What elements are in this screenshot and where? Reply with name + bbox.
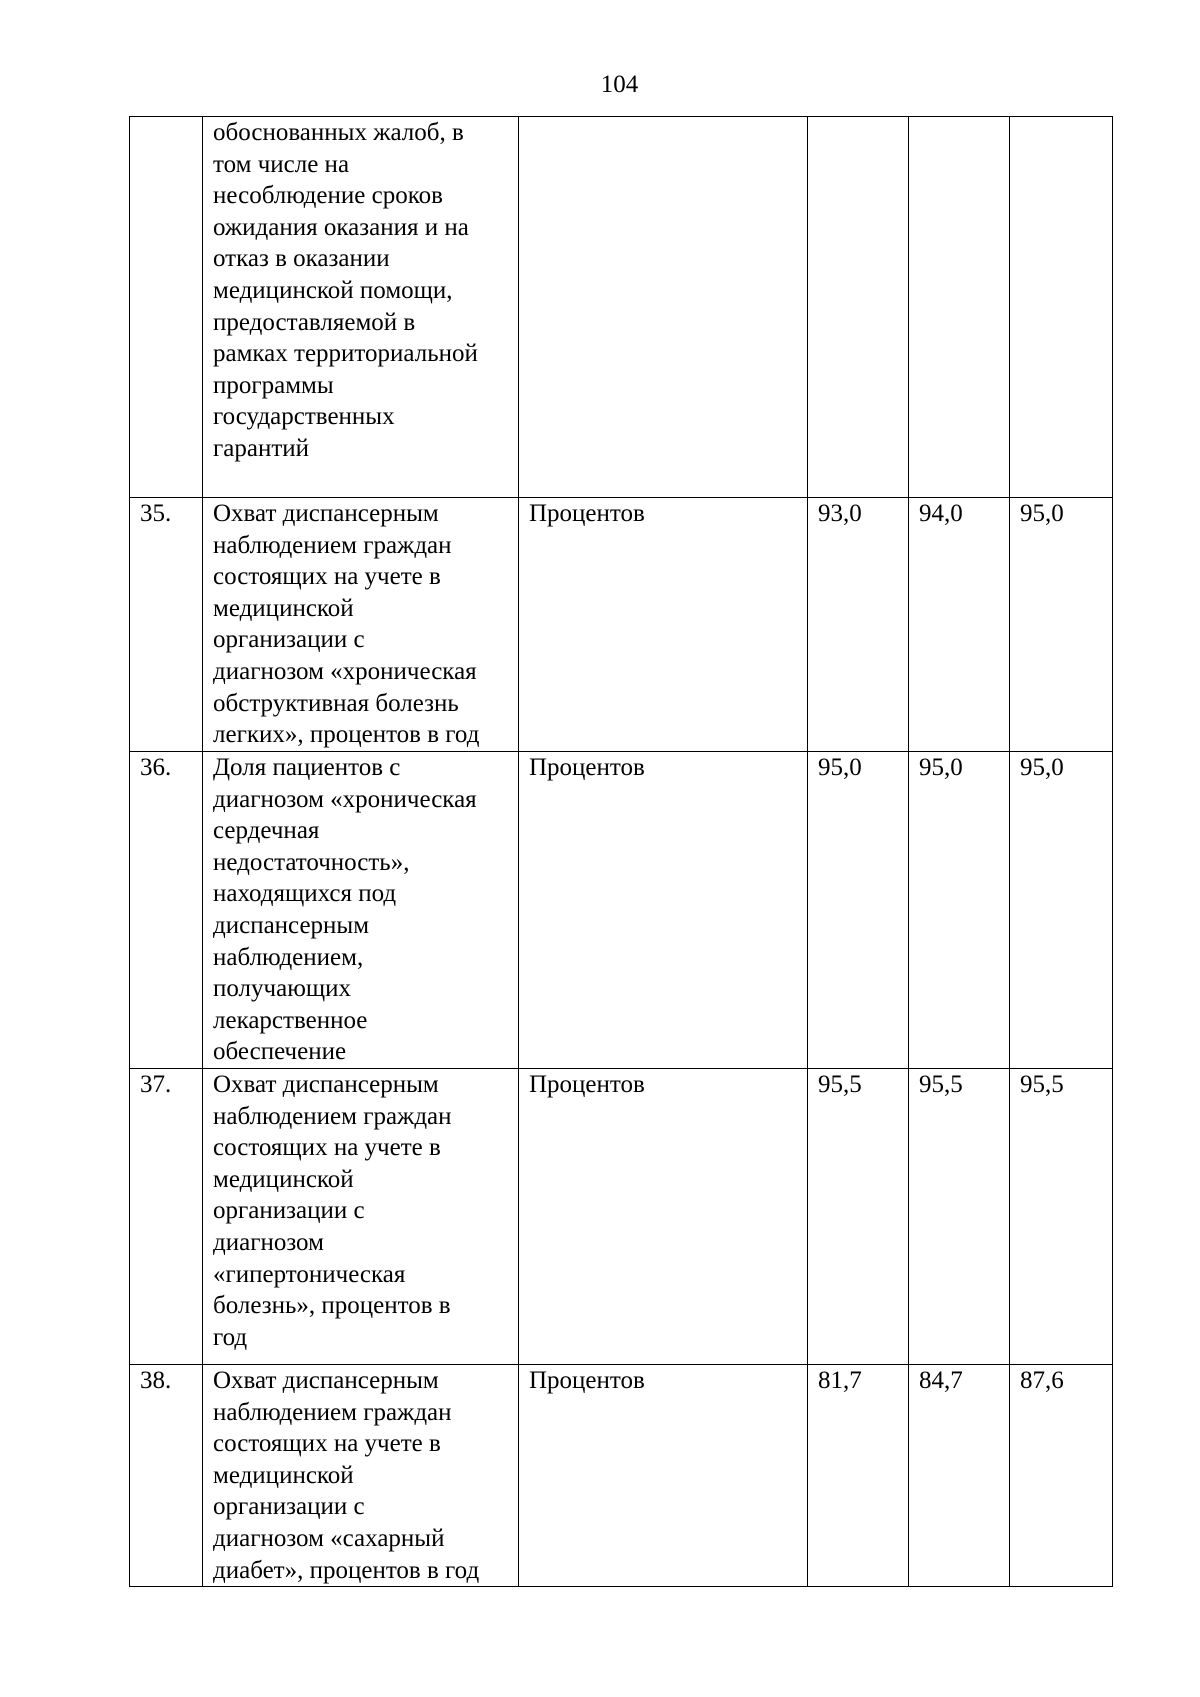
unit-cell: Процентов xyxy=(519,1069,808,1365)
description-line: наблюдением граждан xyxy=(213,1102,452,1130)
indicator-description-cell xyxy=(203,498,519,752)
value-cell-2: 95,5 xyxy=(909,1069,1010,1365)
description-line: сердечная xyxy=(213,817,320,845)
value-cell-2: 95,0 xyxy=(909,752,1010,1069)
description-line: диспансерным xyxy=(213,911,370,939)
description-line: Охват диспансерным xyxy=(213,500,439,527)
description-line: организации с xyxy=(213,1493,365,1521)
description-line: Охват диспансерным xyxy=(213,1071,439,1098)
row-number-cell: 36. xyxy=(130,752,203,1069)
description-line: получающих xyxy=(213,975,352,1003)
description-line: болезнь», процентов в xyxy=(213,1292,451,1320)
unit-cell: Процентов xyxy=(519,1365,808,1587)
value-cell-1: 95,5 xyxy=(808,1069,909,1365)
description-line: «гипертоническая xyxy=(213,1260,406,1288)
description-line: обеспечение xyxy=(213,1038,347,1066)
value-cell-3: 95,0 xyxy=(1010,498,1113,752)
description-line: медицинской xyxy=(213,1461,354,1489)
value-cell-1 xyxy=(808,117,909,498)
description-line: находящихся под xyxy=(213,880,397,908)
indicator-description-cell xyxy=(203,752,519,1069)
description-line: медицинской xyxy=(213,1165,354,1193)
description-line: обструктивная болезнь xyxy=(213,689,459,717)
description-line: Охват диспансерным xyxy=(213,1367,439,1394)
description-line: предоставляемой в xyxy=(213,308,416,336)
value-cell-2: 84,7 xyxy=(909,1365,1010,1587)
row-number-cell: 37. xyxy=(130,1069,203,1365)
description-line: наблюдением, xyxy=(213,943,364,971)
indicators-table xyxy=(129,116,1113,1587)
value-cell-1: 95,0 xyxy=(808,752,909,1069)
description-line: несоблюдение сроков xyxy=(213,182,443,210)
description-line: наблюдением граждан xyxy=(213,531,452,559)
page-number: 104 xyxy=(600,71,639,98)
row-number-cell: 38. xyxy=(130,1365,203,1587)
row-number-cell xyxy=(130,117,203,498)
description-line: отказ в оказании xyxy=(213,245,390,273)
description-line: легких», процентов в год xyxy=(213,721,480,749)
description-line: диагнозом «хроническая xyxy=(213,785,477,813)
table-body xyxy=(130,117,1113,1587)
description-line: диагнозом «сахарный xyxy=(213,1524,445,1552)
value-cell-3: 95,0 xyxy=(1010,752,1113,1069)
value-cell-1: 93,0 xyxy=(808,498,909,752)
table-row xyxy=(130,752,1113,1069)
description-line: государственных xyxy=(213,403,395,431)
indicator-description-cell xyxy=(203,117,519,498)
table-row xyxy=(130,498,1113,752)
indicator-description-cell xyxy=(203,1069,519,1365)
description-line: наблюдением граждан xyxy=(213,1398,452,1426)
value-cell-1: 81,7 xyxy=(808,1365,909,1587)
description-line: обоснованных жалоб, в xyxy=(213,119,464,146)
description-line: ожидания оказания и на xyxy=(213,213,469,241)
description-line: программы xyxy=(213,371,334,399)
description-line: состоящих на учете в xyxy=(213,563,441,591)
unit-cell xyxy=(519,117,808,498)
description-line: Доля пациентов с xyxy=(213,754,401,781)
description-line: диабет», процентов в год xyxy=(213,1556,480,1584)
description-line: гарантий xyxy=(213,434,310,462)
description-line: медицинской помощи, xyxy=(213,276,453,304)
value-cell-3: 87,6 xyxy=(1010,1365,1113,1587)
description-line: недостаточность», xyxy=(213,848,410,876)
row-number-cell: 35. xyxy=(130,498,203,752)
description-line: год xyxy=(213,1323,248,1351)
description-line: диагнозом «хроническая xyxy=(213,657,477,685)
description-line: состоящих на учете в xyxy=(213,1430,441,1458)
description-line: организации с xyxy=(213,626,365,654)
description-line: том числе на xyxy=(213,150,350,178)
description-line: рамках территориальной xyxy=(213,340,478,368)
description-line: организации с xyxy=(213,1197,365,1225)
table-row xyxy=(130,1069,1113,1365)
description-line: диагнозом xyxy=(213,1228,324,1256)
value-cell-3 xyxy=(1010,117,1113,498)
unit-cell: Процентов xyxy=(519,498,808,752)
description-line: медицинской xyxy=(213,594,354,622)
description-line: состоящих на учете в xyxy=(213,1134,441,1162)
value-cell-2: 94,0 xyxy=(909,498,1010,752)
description-line: лекарственное xyxy=(213,1006,368,1034)
value-cell-3: 95,5 xyxy=(1010,1069,1113,1365)
table-row xyxy=(130,117,1113,498)
unit-cell: Процентов xyxy=(519,752,808,1069)
indicator-description-cell xyxy=(203,1365,519,1587)
value-cell-2 xyxy=(909,117,1010,498)
table-row xyxy=(130,1365,1113,1587)
